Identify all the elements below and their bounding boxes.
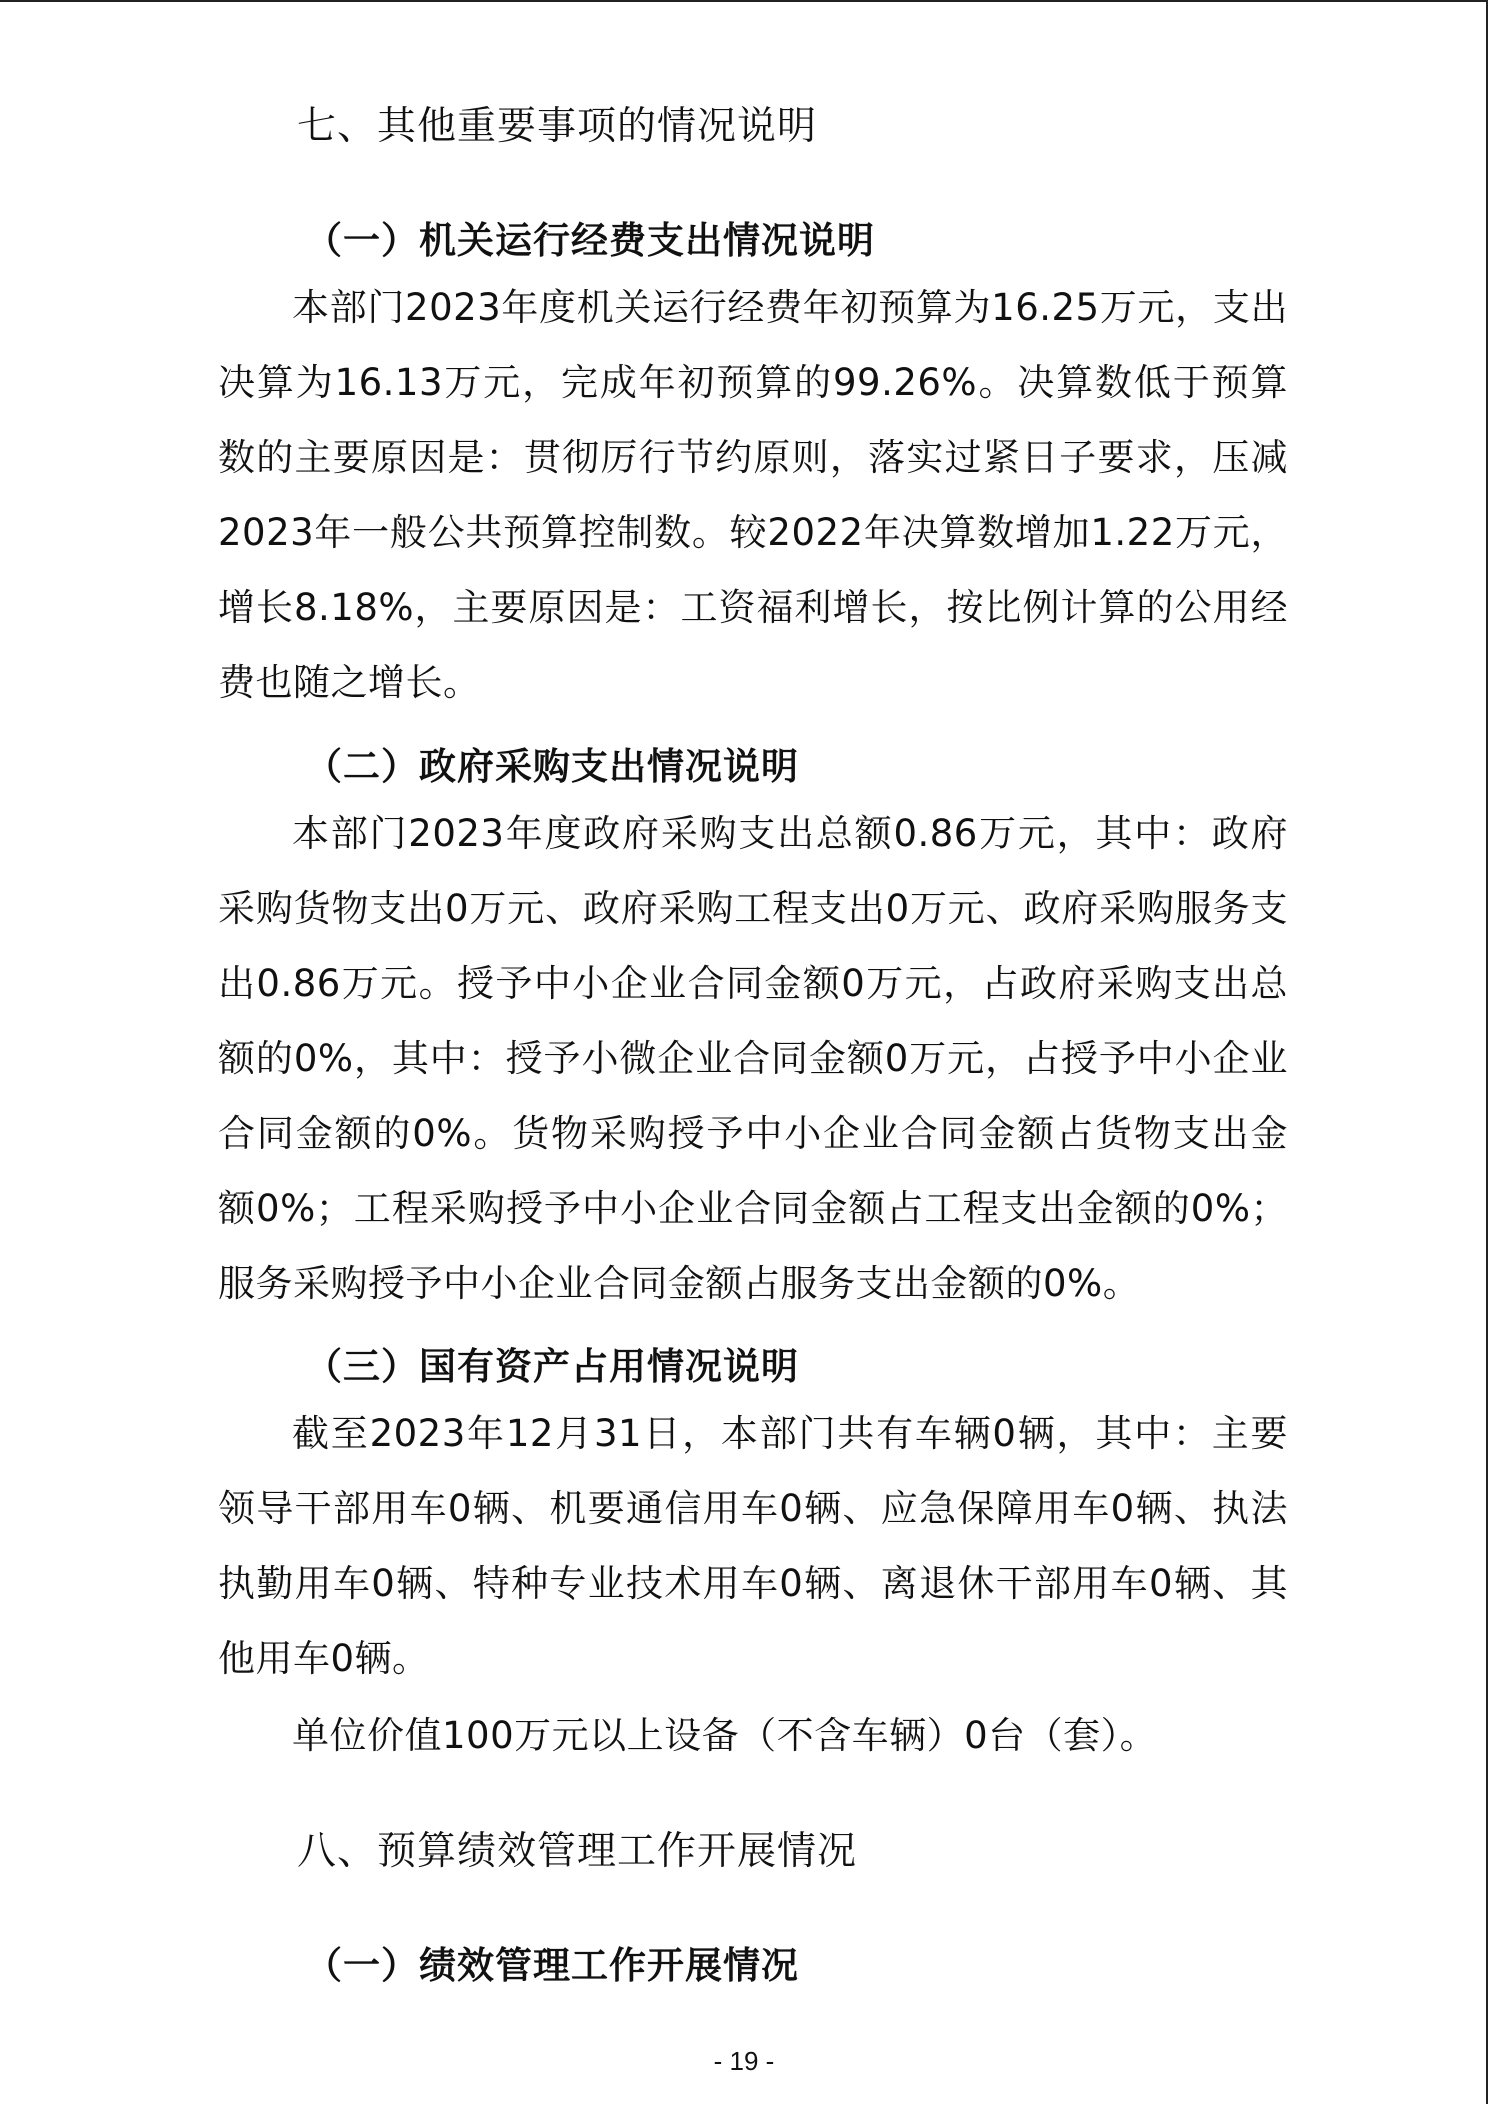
subsection-1-paragraph: 本部门2023年度机关运行经费年初预算为16.25万元，支出决算为16.13万元，完成年初预算的99.26%。决算数低于预算数的主要原因是：贯彻厉行节约原则，落实过紧日子要求，压减2023年一般公共预算控制数。较2022年决算数增加1.22万元，增长8.18%，主要原因是：工资福利增长，按比例计算的公用经费也随之增长。 bbox=[218, 286, 1288, 704]
subsection-1-heading: （一）机关运行经费支出情况说明 bbox=[305, 219, 875, 262]
page-number: - 19 - bbox=[713, 2046, 775, 2076]
section-8-subsection-1-heading: （一）绩效管理工作开展情况 bbox=[305, 1944, 799, 1987]
subsection-3-paragraph: 截至2023年12月31日，本部门共有车辆0辆，其中：主要领导干部用车0辆、机要通信用车0辆、应急保障用车0辆、执法执勤用车0辆、特种专业技术用车0辆、离退休干部用车0辆、其他用车0辆。 bbox=[218, 1412, 1288, 1680]
subsection-3-equipment-paragraph: 单位价值100万元以上设备（不含车辆）0台（套）。 bbox=[292, 1714, 1158, 1757]
section-7-heading: 七、其他重要事项的情况说明 bbox=[297, 104, 818, 149]
subsection-2-heading: （二）政府采购支出情况说明 bbox=[305, 745, 799, 788]
subsection-2-paragraph: 本部门2023年度政府采购支出总额0.86万元，其中：政府采购货物支出0万元、政府采购工程支出0万元、政府采购服务支出0.86万元。授予中小企业合同金额0万元，占政府采购支出总额的0%，其中：授予小微企业合同金额0万元，占授予中小企业合同金额的0%。货物采购授予中小企业合同金额占货物支出金额0%；工程采购授予中小企业合同金额占工程支出金额的0%；服务采购授予中小企业合同金额占服务支出金额的0%。 bbox=[218, 812, 1288, 1305]
page-border-top bbox=[0, 0, 1488, 2]
subsection-3-heading: （三）国有资产占用情况说明 bbox=[305, 1345, 799, 1388]
section-8-heading: 八、预算绩效管理工作开展情况 bbox=[297, 1829, 858, 1874]
